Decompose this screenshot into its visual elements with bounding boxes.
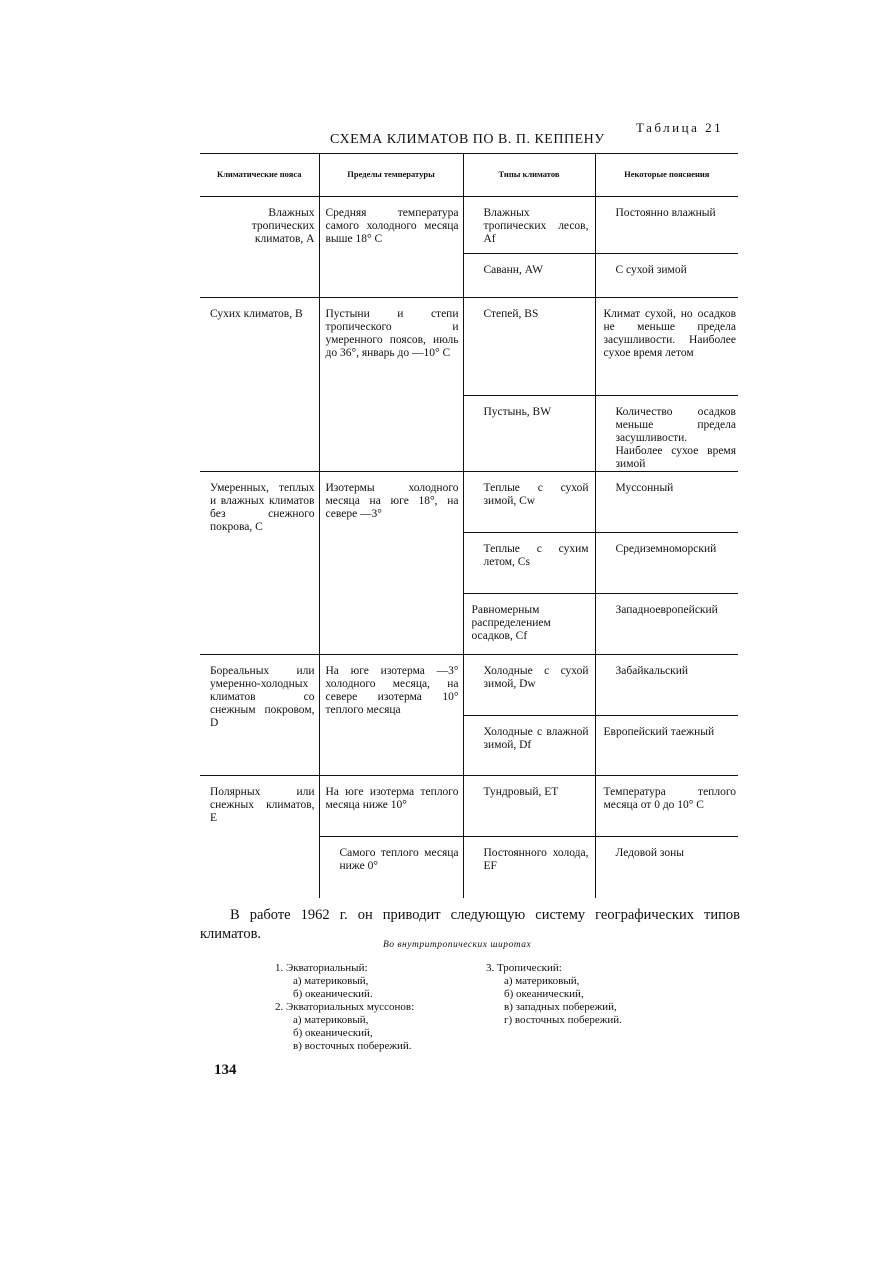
note-cell: Муссонный — [595, 472, 738, 533]
type-cell: Тундровый, ET — [463, 776, 595, 837]
type-cell: Влажных тропических лесов, Af — [463, 197, 595, 254]
header-climate-types: Типы климатов — [463, 154, 595, 197]
zone-cell: Бореальных или умеренно-холодных климатов со снежным покровом, D — [200, 655, 319, 776]
list-subitem: а) материковый, — [504, 974, 580, 987]
table-row — [200, 197, 738, 254]
temperature-cell: На юге изотерма теплого месяца ниже 10° — [319, 776, 463, 837]
note-cell: Количество осадков меньше предела засушливости. Наиболее сухое время зимой — [595, 396, 738, 472]
zone-cell: Полярных или снежных климатов, E — [200, 776, 319, 898]
header-temperature-limits: Пределы температуры — [319, 154, 463, 197]
list-subitem: б) океанический. — [293, 987, 373, 1000]
page-number: 134 — [214, 1062, 237, 1078]
zone-cell: Сухих климатов, B — [200, 298, 319, 472]
body-paragraph: В работе 1962 г. он приводит следующую систему географических типов климатов. — [200, 907, 740, 942]
note-cell: Европейский таежный — [595, 716, 738, 776]
note-cell: Забайкальский — [595, 655, 738, 716]
type-cell: Холодные с сухой зимой, Dw — [463, 655, 595, 716]
type-cell: Пустынь, BW — [463, 396, 595, 472]
table-title: СХЕМА КЛИМАТОВ ПО В. П. КЕППЕНУ — [330, 132, 605, 147]
type-cell: Теплые с сухим летом, Cs — [463, 533, 595, 594]
note-cell: Температура теплого месяца от 0 до 10° С — [595, 776, 738, 837]
list-item: 3. Тропический: — [486, 962, 562, 974]
list-subitem: в) западных побережий, — [504, 1000, 617, 1013]
list-subitem: б) океанический, — [504, 987, 584, 1000]
list-subitem: а) материковый, — [293, 1013, 369, 1026]
header-notes: Некоторые пояснения — [595, 154, 738, 197]
table-row — [200, 655, 738, 716]
list-subitem: б) океанический, — [293, 1026, 373, 1039]
type-cell: Постоянного холода, EF — [463, 837, 595, 898]
table-header-row — [200, 154, 738, 197]
climate-types-list-right — [486, 962, 622, 1027]
header-climate-zones: Климатические пояса — [200, 154, 319, 197]
table-row — [200, 776, 738, 837]
type-cell: Теплые с сухой зимой, Cw — [463, 472, 595, 533]
temperature-cell: Изотермы холодного месяца на юге 18°, на севере —3° — [319, 472, 463, 655]
zone-cell: Умеренных, теплых и влажных климатов без снежного покрова, C — [200, 472, 319, 655]
list-subitem: в) восточных побережий. — [293, 1039, 412, 1052]
temperature-cell: Средняя температура самого холодного месяца выше 18° С — [319, 197, 463, 298]
list-item: 2. Экваториальных муссонов: — [275, 1000, 415, 1013]
list-subitem: г) восточных побережий. — [504, 1013, 622, 1026]
list-subitem: а) материковый, — [293, 974, 369, 987]
type-cell: Равномерным распределением осадков, Cf — [463, 594, 595, 655]
temperature-cell: На юге изотерма —3° холодного месяца, на севере изотерма 10° теплого месяца — [319, 655, 463, 776]
note-cell: Постоянно влажный — [595, 197, 738, 254]
note-cell: Климат сухой, но осадков не меньше предела засушливости. Наиболее сухое время летом — [595, 298, 738, 396]
type-cell: Холодные с влажной зимой, Df — [463, 716, 595, 776]
table-label: Таблица 21 — [636, 120, 724, 135]
table-row — [200, 472, 738, 533]
type-cell: Степей, BS — [463, 298, 595, 396]
note-cell: С сухой зимой — [595, 254, 738, 298]
temperature-cell: Пустыни и степи тропического и умеренного поясов, июль до 36°, январь до —10° С — [319, 298, 463, 472]
zone-cell: Влажных тропических климатов, A — [251, 207, 315, 245]
climate-table — [200, 153, 738, 898]
list-item: 1. Экваториальный: — [275, 962, 368, 974]
note-cell: Ледовой зоны — [595, 837, 738, 898]
note-cell: Средиземноморский — [595, 533, 738, 594]
temperature-cell: Самого теплого месяца ниже 0° — [319, 837, 463, 898]
table-row — [200, 298, 738, 396]
note-cell: Западноевропейский — [595, 594, 738, 655]
section-subheading: Во внутритропических широтах — [383, 940, 532, 950]
climate-types-list-left — [275, 962, 414, 1053]
type-cell: Саванн, AW — [463, 254, 595, 298]
